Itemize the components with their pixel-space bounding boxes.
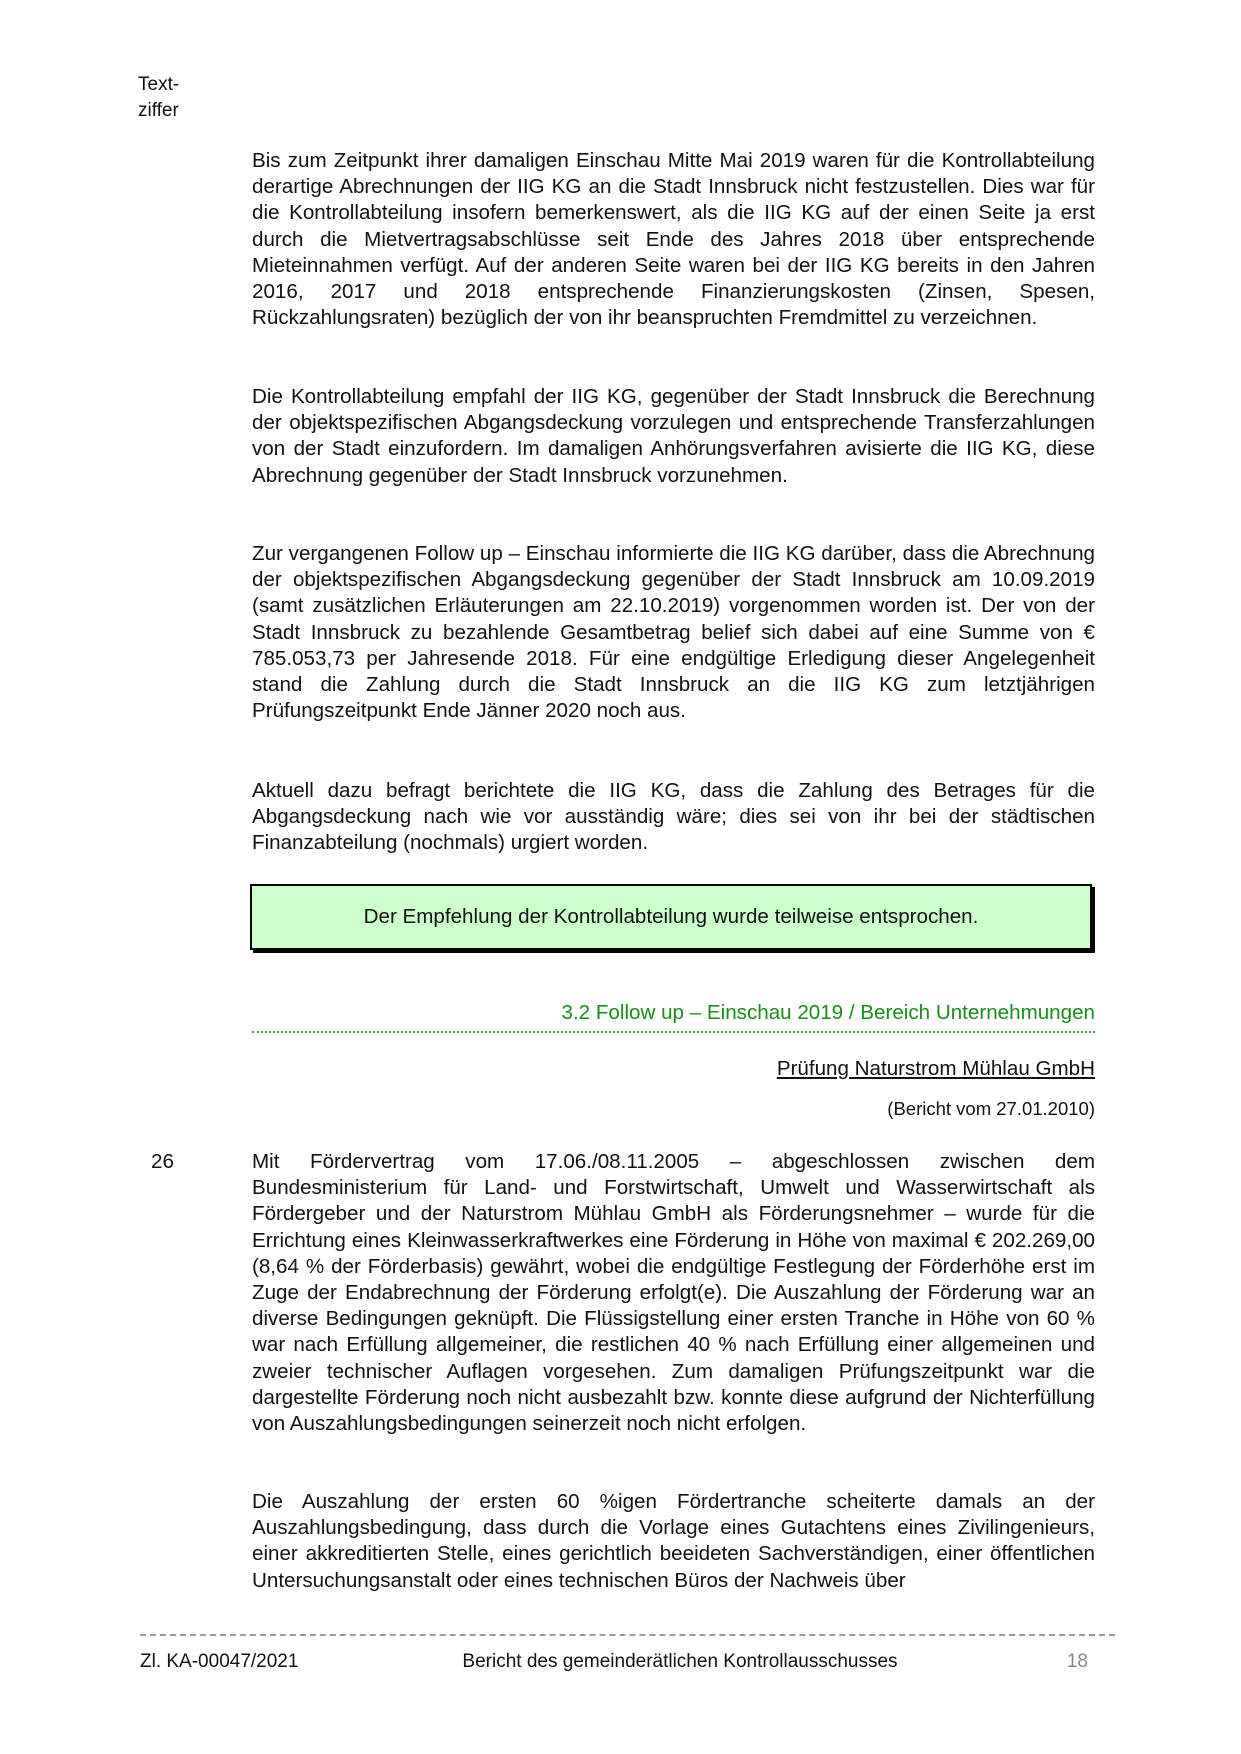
paragraph-number: 26 (151, 1150, 174, 1173)
footer-title: Bericht des gemeinderätlichen Kontrollausschusses (462, 1651, 898, 1672)
audit-subheading (252, 1056, 1095, 1082)
paragraph-5 (252, 1149, 1095, 1437)
report-date: (Bericht vom 27.01.2010) (887, 1098, 1095, 1119)
paragraph-3-text: Zur vergangenen Follow up – Einschau informierte die IIG KG darüber, dass die Abrechnung der objektspezifischen Abgangsdeckung gegenüber der Stadt Innsbruck am 10.09.2019 (samt zusätzlichen Erläuterungen am 22.10.2019) vorgenommen worden ist. Der von der Stadt Innsbruck zu bezahlende Gesamtbetrag belief sich dabei auf eine Summe von € 785.053,73 per Jahresende 2018. Für eine endgültige Erledigung dieser Angelegenheit stand die Zahlung durch die Stadt Innsbruck an die IIG KG zum letztjährigen Prüfungszeitpunkt Ende Jänner 2020 noch aus. (252, 542, 1095, 723)
paragraph-2-text: Die Kontrollabteilung empfahl der IIG KG, gegenüber der Stadt Innsbruck die Berechnung der objektspezifischen Abgangsdeckung vorzulegen und entsprechende Transferzahlungen von der Stadt einzufordern. Im damaligen Anhörungsverfahren avisierte die IIG KG, diese Abrechnung gegenüber der Stadt Innsbruck vorzunehmen. (252, 385, 1095, 487)
margin-label (138, 72, 179, 124)
paragraph-6 (252, 1489, 1095, 1594)
paragraph-2 (252, 384, 1095, 489)
margin-label-line1: Text- (138, 74, 180, 95)
paragraph-4 (252, 778, 1095, 857)
audit-subheading-text: Prüfung Naturstrom Mühlau GmbH (776, 1057, 1095, 1080)
margin-label-line2: ziffer (138, 100, 179, 121)
paragraph-1-text: Bis zum Zeitpunkt ihrer damaligen Einschau Mitte Mai 2019 waren für die Kontrollabteilung derartige Abrechnungen der IIG KG an die Stadt Innsbruck nicht festzustellen. Dies war für die Kontrollabteilung insofern bemerkenswert, als die IIG KG auf der einen Seite ja erst durch die Mietvertragsabschlüsse seit Ende des Jahres 2018 über entsprechende Mieteinnahmen verfügt. Auf der anderen Seite waren bei der IIG KG bereits in den Jahren 2016, 2017 und 2018 entsprechende Finanzierungskosten (Zinsen, Spesen, Rückzahlungsraten) bezüglich der von ihr beanspruchten Fremdmittel zu verzeichnen. (252, 149, 1095, 330)
paragraph-5-text: Mit Fördervertrag vom 17.06./08.11.2005 – abgeschlossen zwischen dem Bundesministerium für Land- und Forstwirtschaft, Umwelt und Wasserwirtschaft als Fördergeber und der Naturstrom Mühlau GmbH als Förderungsnehmer – wurde für die Errichtung eines Kleinwasserkraftwerkes eine Förderung in Höhe von maximal € 202.269,00 (8,64 % der Förderbasis) gewährt, wobei die endgültige Festlegung der Förderhöhe erst im Zuge der Endabrechnung der Förderung erfolgt(e). Die Auszahlung der Förderung war an diverse Bedingungen geknüpft. Die Flüssigstellung einer ersten Tranche in Höhe von 60 % war nach Erfüllung allgemeiner, die restlichen 40 % nach Erfüllung einer allgemeinen und zweier technischer Auflagen vorgesehen. Zum damaligen Prüfungszeitpunkt war die dargestellte Förderung noch nicht ausbezahlt bzw. konnte diese aufgrund der Nichterfüllung von Auszahlungsbedingungen seinerzeit noch nicht erfolgen. (252, 1150, 1095, 1436)
recommendation-result-text: Der Empfehlung der Kontrollabteilung wurde teilweise entsprochen. (363, 905, 979, 928)
recommendation-result-box (250, 884, 1092, 950)
paragraph-1 (252, 148, 1095, 331)
footer-divider (140, 1634, 1115, 1636)
page-number: 18 (1066, 1651, 1088, 1672)
section-divider (252, 1031, 1095, 1033)
paragraph-6-text: Die Auszahlung der ersten 60 %igen Fördertranche scheiterte damals an der Auszahlungsbedingung, dass durch die Vorlage eines Gutachtens eines Zivilingenieurs, einer akkreditierten Stelle, eines gerichtlich beeideten Sachverständigen, einer öffentlichen Untersuchungsanstalt oder eines technischen Büros der Nachweis über (252, 1490, 1095, 1592)
section-heading: 3.2 Follow up – Einschau 2019 / Bereich Unternehmungen (561, 1001, 1095, 1024)
footer-reference: Zl. KA-00047/2021 (140, 1651, 299, 1672)
paragraph-4-text: Aktuell dazu befragt berichtete die IIG KG, dass die Zahlung des Betrages für die Abgangsdeckung nach wie vor ausständig wäre; dies sei von ihr bei der städtischen Finanzabteilung (nochmals) urgiert worden. (252, 779, 1095, 855)
paragraph-3 (252, 541, 1095, 724)
